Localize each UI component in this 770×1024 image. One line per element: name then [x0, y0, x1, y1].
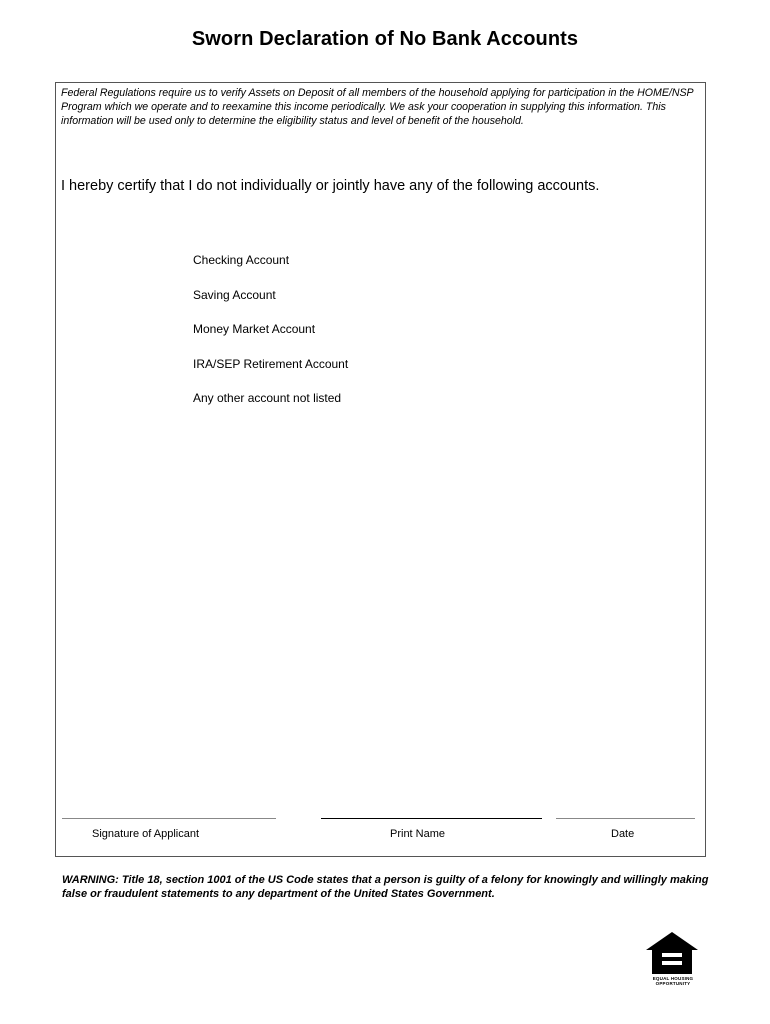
certification-statement: I hereby certify that I do not individually or jointly have any of the following accounts.: [61, 178, 600, 194]
account-item-ira-sep: IRA/SEP Retirement Account: [193, 356, 349, 371]
account-list: [193, 252, 348, 425]
account-item-saving: Saving Account: [193, 287, 276, 302]
print-name-line[interactable]: [321, 818, 542, 819]
account-item-other: Any other account not listed: [193, 391, 342, 406]
page-title: Sworn Declaration of No Bank Accounts: [191, 28, 579, 50]
equal-housing-text: [648, 976, 698, 986]
intro-paragraph: Federal Regulations require us to verify Assets on Deposit of all members of the household applying for participation in the HOME/NSP Program which we operate and to reexamine this income periodically. We ask your cooperation in supplying this information. This information will be used only to determine the eligibility status and level of benefit of the household.: [61, 87, 694, 127]
equal-housing-line1: EQUAL HOUSING: [652, 976, 694, 981]
form-frame: [55, 82, 706, 857]
print-name-label: Print Name: [390, 828, 446, 840]
equal-housing-line2: OPPORTUNITY: [655, 981, 691, 986]
account-item-money-market: Money Market Account: [193, 322, 316, 337]
applicant-signature-line[interactable]: [62, 818, 276, 819]
date-label: Date: [611, 828, 635, 840]
account-item-checking: Checking Account: [193, 253, 290, 267]
warning-statement: WARNING: Title 18, section 1001 of the US Code states that a person is guilty of a felony for knowingly and willingly making false or fraudulent statements to any department of the United States Government.: [62, 874, 709, 900]
date-line[interactable]: [556, 818, 695, 819]
applicant-signature-label: Signature of Applicant: [92, 828, 200, 840]
